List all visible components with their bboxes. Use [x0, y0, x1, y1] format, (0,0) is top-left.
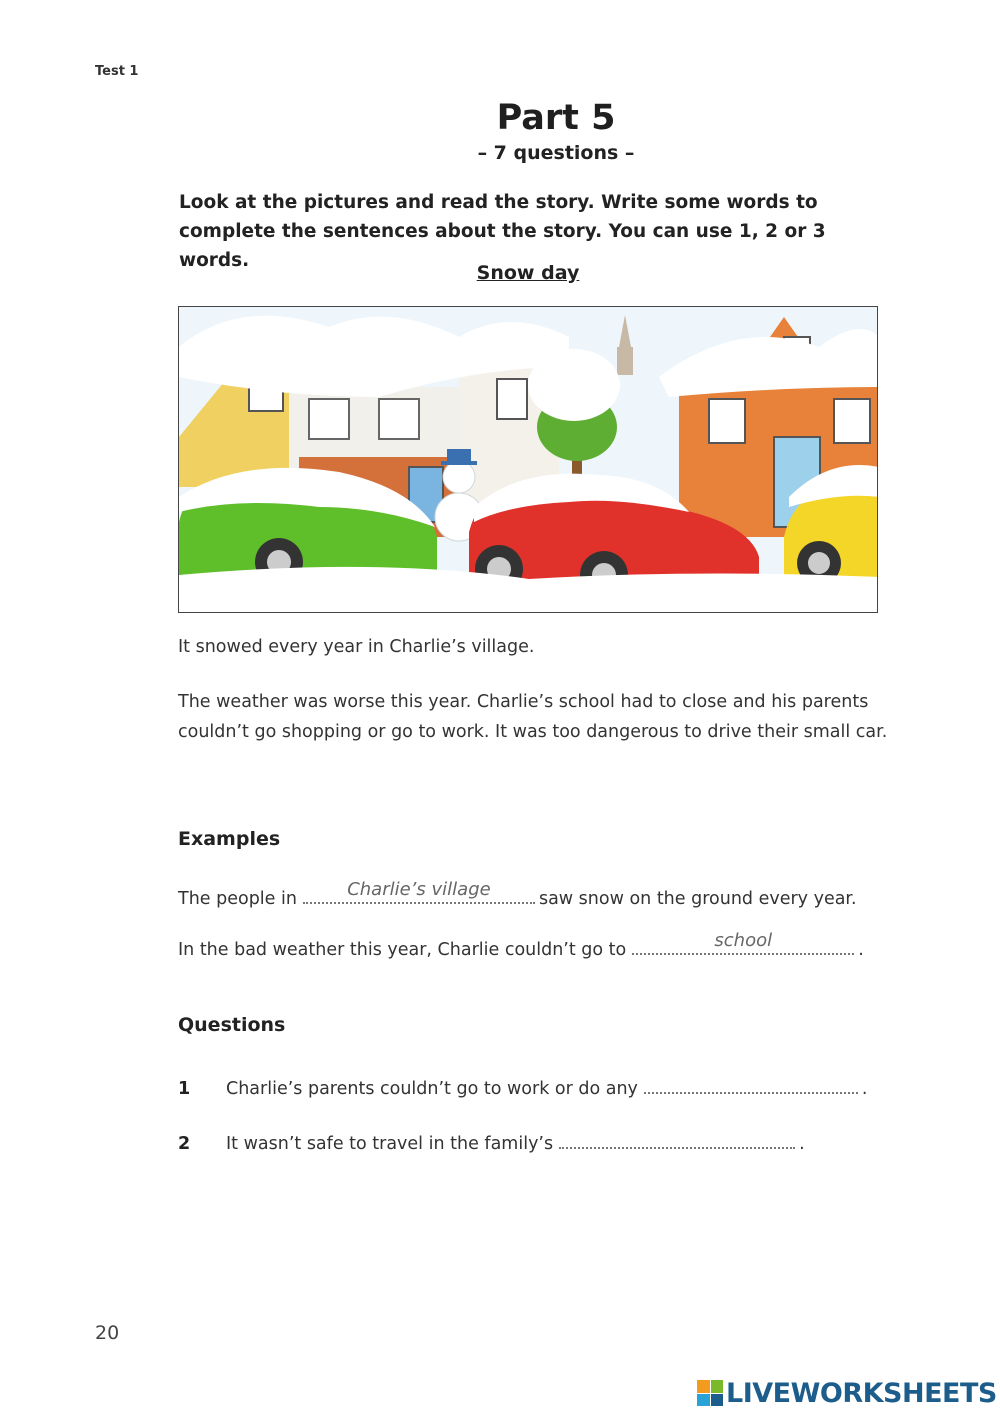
example-answer: Charlie’s village — [347, 879, 491, 900]
example-answer-blank — [303, 879, 535, 904]
example-sentence — [178, 930, 864, 960]
story-title: Snow day — [476, 262, 580, 284]
question-text: It wasn’t safe to travel in the family’s — [226, 1134, 554, 1154]
brand-text: LIVEWORKSHEETS — [726, 1377, 997, 1409]
example-answer-blank — [632, 930, 854, 955]
examples-heading: Examples — [178, 828, 281, 850]
story-paragraph: It snowed every year in Charlie’s village. — [178, 637, 535, 657]
part-subtitle: – 7 questions – — [477, 142, 635, 164]
question-number: 1 — [178, 1079, 191, 1099]
questions-heading: Questions — [178, 1014, 286, 1036]
liveworksheets-logo[interactable] — [697, 1378, 997, 1408]
page-number: 20 — [95, 1322, 120, 1344]
part-title: Part 5 — [496, 98, 616, 138]
snowy-street-illustration — [179, 307, 878, 613]
question-2 — [178, 1127, 805, 1154]
example-sentence — [178, 879, 857, 909]
answer-input[interactable] — [559, 1127, 795, 1149]
story-paragraph: The weather was worse this year. Charlie’s school had to close and his parents couldn’t go shopping or go to work. It was too dangerous to drive their small car. — [178, 692, 888, 742]
example-text-before: In the bad weather this year, Charlie couldn’t go to — [178, 940, 627, 960]
question-1 — [178, 1072, 868, 1099]
instructions: Look at the pictures and read the story. Write some words to complete the sentences about the story. You can use 1, 2 or 3 words. — [179, 192, 826, 271]
question-text-after: . — [861, 1079, 868, 1099]
test-label: Test 1 — [95, 64, 139, 79]
question-text-after: . — [799, 1134, 805, 1154]
question-text: Charlie’s parents couldn’t go to work or do any — [226, 1079, 638, 1099]
example-answer: school — [714, 930, 773, 951]
question-number: 2 — [178, 1134, 191, 1154]
example-text-after: saw snow on the ground every year. — [538, 889, 857, 909]
answer-input[interactable] — [644, 1072, 858, 1094]
example-text-after: . — [858, 940, 864, 960]
example-text-before: The people in — [178, 889, 297, 909]
story-picture — [178, 306, 878, 613]
liveworksheets-icon — [697, 1380, 723, 1406]
